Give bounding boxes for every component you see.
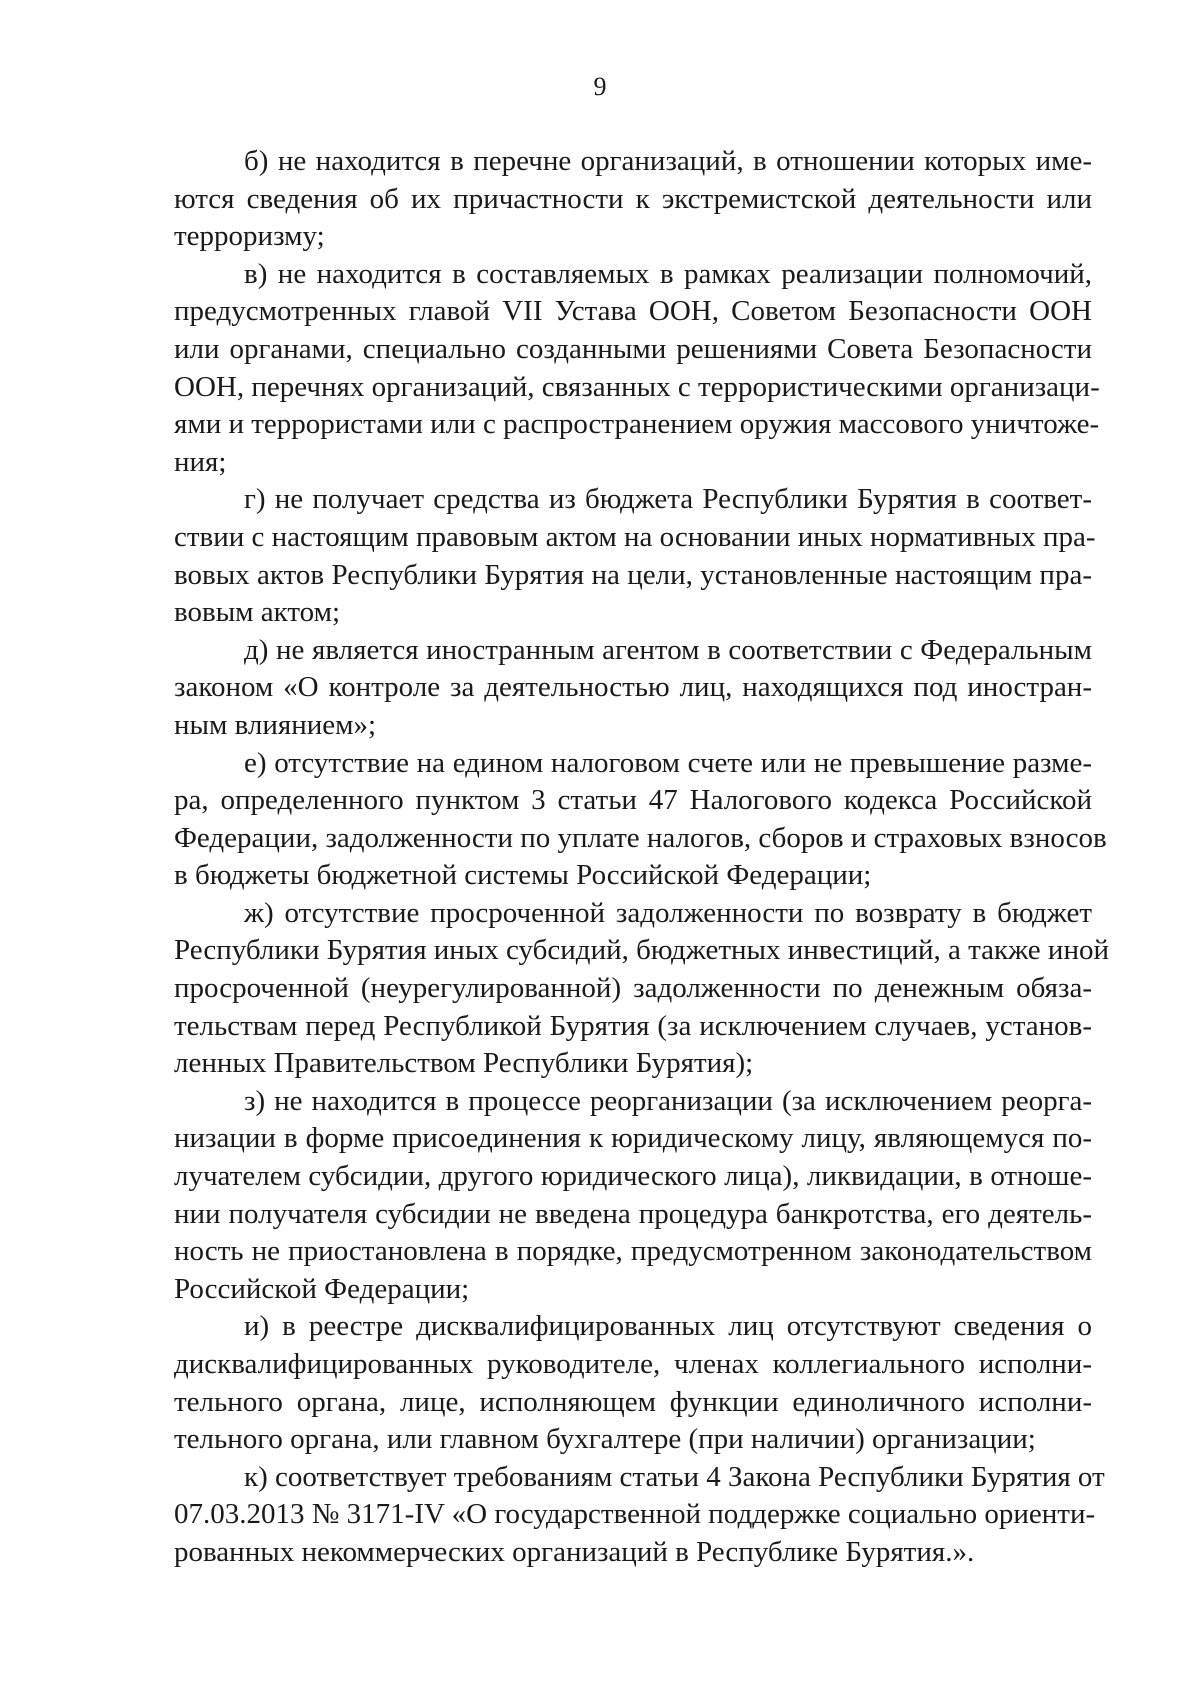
text-line: просроченной (неурегулированной) задолженности по денежным обяза- [174, 972, 1092, 1005]
text-line: тельствам перед Республикой Бурятия (за исключением случаев, установ- [174, 1009, 1092, 1042]
text-line: ленных Правительством Республики Бурятия); [174, 1047, 754, 1080]
text-line: рованных некоммерческих организаций в Республике Бурятия.». [174, 1535, 975, 1568]
text-line: ность не приостановлена в порядке, предусмотренном законодательством [174, 1235, 1092, 1268]
text-line: д) не является иностранным агентом в соответствии с Федеральным [244, 633, 1092, 666]
text-line: ются сведения об их причастности к экстремистской деятельности или [174, 182, 1092, 215]
paragraph-b [174, 143, 1092, 256]
text-line: ствии с настоящим правовым актом на основании иных нормативных пра- [174, 520, 1096, 553]
text-line: дисквалифицированных руководителе, членах коллегиального исполни- [174, 1348, 1092, 1380]
paragraph-g [174, 481, 1096, 631]
text-line: ж) отсутствие просроченной задолженности по возврату в бюджет [244, 896, 1092, 929]
text-line: тельного органа, лице, исполняющем функции единоличного исполни- [174, 1385, 1092, 1418]
paragraph-v [174, 256, 1100, 482]
text-line: ния; [174, 445, 227, 478]
text-line: или органами, специально созданными решениями Совета Безопасности [174, 332, 1092, 365]
text-line: вовых актов Республики Бурятия на цели, установленные настоящим пра- [174, 558, 1092, 591]
text-line: ями и террористами или с распространением оружия массового уничтоже- [174, 408, 1100, 441]
text-line: г) не получает средства из бюджета Республики Бурятия в соответ- [244, 483, 1092, 516]
text-line: в бюджеты бюджетной системы Российской Федерации; [174, 859, 872, 892]
text-line: ра, определенного пунктом 3 статьи 47 Налогового кодекса Российской [174, 784, 1092, 817]
text-line: и) в реестре дисквалифицированных лиц отсутствуют сведения о [244, 1310, 1092, 1343]
text-line: Республики Бурятия иных субсидий, бюджетных инвестиций, а также иной [174, 934, 1109, 967]
text-line: ным влиянием»; [174, 708, 377, 741]
paragraph-z [174, 1083, 1092, 1309]
text-line: предусмотренных главой VII Устава ООН, Советом Безопасности ООН [174, 295, 1092, 328]
text-line: е) отсутствие на едином налоговом счете или не превышение разме- [244, 746, 1092, 779]
page-number: 9 [593, 72, 607, 101]
text-line: законом «О контроле за деятельностью лиц, находящихся под иностран- [174, 671, 1092, 704]
paragraph-e [174, 745, 1107, 895]
paragraph-zh [174, 895, 1109, 1083]
text-line: Российской Федерации; [174, 1272, 470, 1305]
text-line: Федерации, задолженности по уплате налогов, сборов и страховых взносов [174, 821, 1107, 854]
text-line: тельного органа, или главном бухгалтере (при наличии) организации; [174, 1423, 1036, 1456]
text-line: в) не находится в составляемых в рамках реализации полномочий, [244, 257, 1092, 290]
text-line: к) соответствует требованиям статьи 4 Закона Республики Бурятия от [244, 1460, 1105, 1493]
text-line: вовым актом; [174, 596, 340, 629]
text-line: б) не находится в перечне организаций, в отношении которых име- [244, 145, 1092, 177]
paragraph-k [174, 1459, 1105, 1572]
text-line: з) не находится в процессе реорганизации (за исключением реорга- [244, 1084, 1092, 1117]
text-line: 07.03.2013 № 3171-IV «О государственной поддержке социально ориенти- [174, 1498, 1096, 1531]
document-body [174, 143, 1109, 1572]
text-line: нии получателя субсидии не введена процедура банкротства, его деятель- [174, 1197, 1092, 1230]
text-line: низации в форме присоединения к юридическому лицу, являющемуся по- [174, 1122, 1092, 1155]
text-line: лучателем субсидии, другого юридического лица), ликвидации, в отноше- [174, 1160, 1092, 1193]
text-line: ООН, перечнях организаций, связанных с террористическими организаци- [174, 370, 1100, 403]
paragraph-i [174, 1308, 1092, 1458]
paragraph-d [174, 632, 1092, 745]
text-line: терроризму; [174, 220, 325, 253]
